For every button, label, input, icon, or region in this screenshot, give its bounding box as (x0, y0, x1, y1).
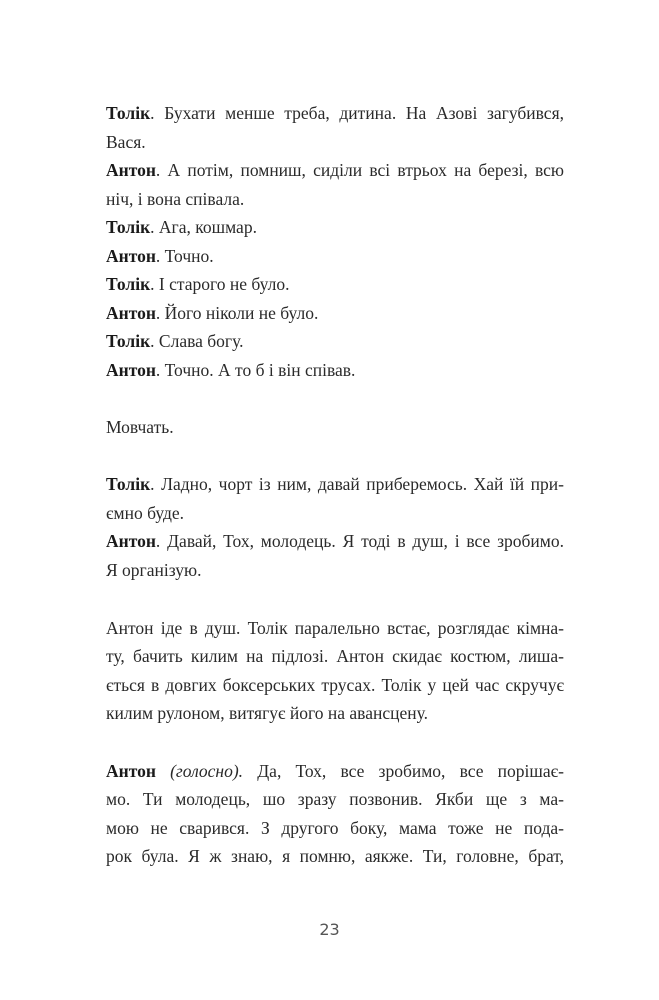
speaker-name: Антон (106, 160, 156, 180)
text-line (106, 757, 564, 785)
text-line (106, 814, 564, 842)
speaker-name: Антон (106, 531, 156, 551)
speaker-name: Толік (106, 217, 151, 237)
text-line (106, 671, 564, 699)
text-line (106, 242, 564, 270)
text-line (106, 128, 564, 156)
text-line (106, 842, 564, 870)
text-line (106, 156, 564, 184)
text-line (106, 299, 564, 327)
line-text: . Слава богу. (150, 331, 244, 351)
speaker-name: Антон (106, 303, 156, 323)
line-text: . Його ніколи не було. (155, 303, 319, 323)
line-text: . Давай, Тох, молодець. Я тоді в душ, і все зробимо. (155, 531, 564, 551)
line-text: . Ладно, чорт із ним, давай приберемось. Хай їй при- (150, 474, 564, 494)
text-line (106, 556, 564, 584)
line-text: Мовчать. (106, 417, 174, 437)
line-text: Да, Тох, все зробимо, все порішає- (243, 761, 564, 781)
line-text: . Точно. А то б і він співав. (155, 360, 356, 380)
line-text: мою не сварився. З другого боку, мама тоже не пода- (106, 818, 564, 838)
text-line (106, 699, 564, 727)
stage-direction: (голосно). (170, 761, 244, 781)
line-text: Вася. (106, 132, 146, 152)
text-line (106, 499, 564, 527)
speaker-name: Толік (106, 103, 151, 123)
speaker-name: Антон (106, 246, 156, 266)
text-line (106, 213, 564, 241)
line-text: мо. Ти молодець, шо зразу позвонив. Якби ще з ма- (106, 789, 564, 809)
text-line (106, 356, 564, 384)
line-text: рок була. Я ж знаю, я помню, аякже. Ти, головне, брат, (106, 846, 564, 866)
line-text: ніч, і вона співала. (106, 189, 245, 209)
text-line (106, 614, 564, 642)
line-text: ємно буде. (106, 503, 185, 523)
text-line (106, 642, 564, 670)
line-text: . І старого не було. (150, 274, 290, 294)
line-text: . А потім, помниш, сиділи всі втрьох на березі, всю (155, 160, 564, 180)
text-line (106, 99, 564, 127)
speaker-name: Толік (106, 474, 151, 494)
line-text: ту, бачить килим на підлозі. Антон скидає костюм, лиша- (106, 646, 564, 666)
speaker-name: Антон (106, 360, 156, 380)
text-line (106, 785, 564, 813)
line-text: . Бухати менше треба, дитина. На Азові загубився, (150, 103, 564, 123)
text-line (106, 270, 564, 298)
page-number: 23 (319, 920, 340, 939)
speaker-name: Толік (106, 274, 151, 294)
speaker-name: Толік (106, 331, 151, 351)
text-line (106, 527, 564, 555)
line-text: Антон іде в душ. Толік паралельно встає, розглядає кімна- (106, 618, 564, 638)
line-text (156, 761, 170, 781)
text-line (106, 470, 564, 498)
text-line (106, 327, 564, 355)
text-line (106, 413, 564, 441)
line-text: ється в довгих боксерських трусах. Толік у цей час скручує (106, 675, 564, 695)
line-text: Я організую. (106, 560, 202, 580)
line-text: . Ага, кошмар. (150, 217, 257, 237)
text-line (106, 185, 564, 213)
line-text: . Точно. (155, 246, 214, 266)
speaker-name: Антон (106, 761, 156, 781)
line-text: килим рулоном, витягує його на авансцену. (106, 703, 428, 723)
